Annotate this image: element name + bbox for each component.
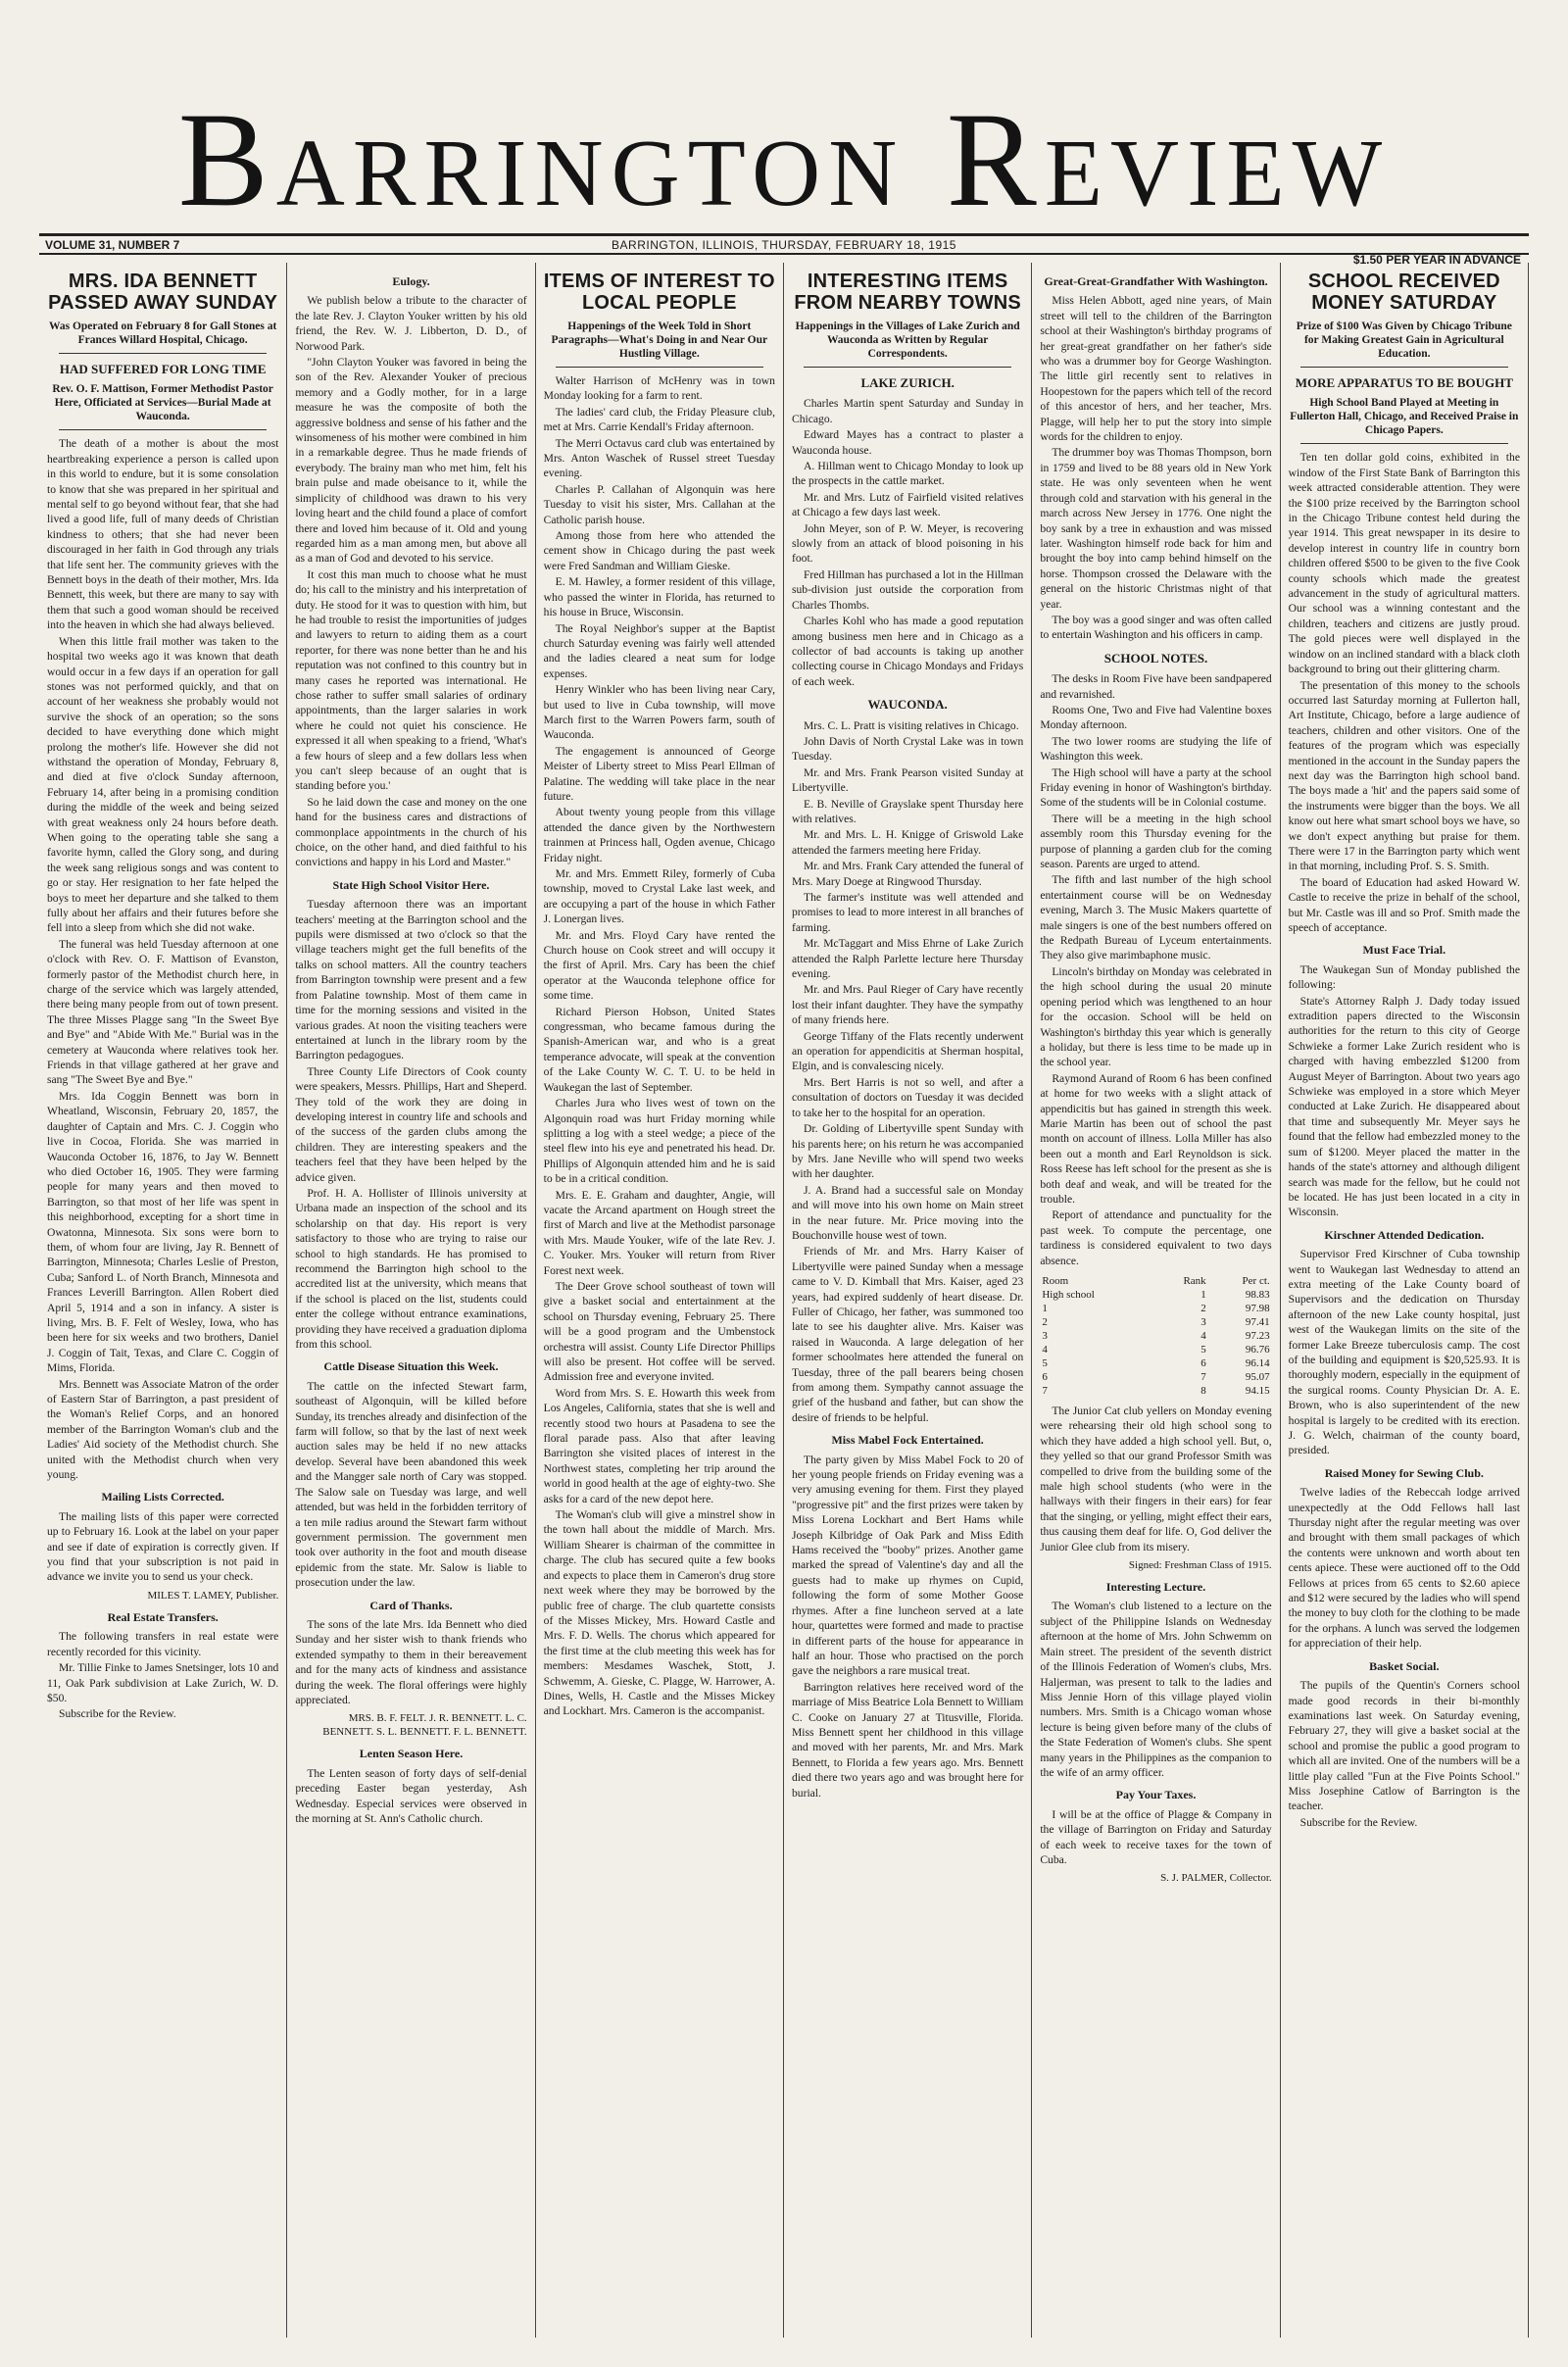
room-cell: 3 (1042, 1330, 1048, 1342)
signature-publisher: MILES T. LAMEY, Publisher. (147, 1589, 279, 1602)
divider (59, 353, 267, 354)
headline-local-items: ITEMS OF INTEREST TO LOCAL PEOPLE (543, 271, 775, 314)
news-item: The farmer's institute was well attended and promises to lead to more interest in all branches of farming. (791, 891, 1024, 934)
percent-cell: 96.76 (1245, 1344, 1270, 1356)
rank-cell: 7 (1200, 1371, 1206, 1383)
article-paragraph: The presentation of this money to the schools occurred last Saturday morning at Fullerton hall, Art Institute, Chicago, before a large audience of teachers, children and other visitors. One of the features of the program which was especially mentioned in the account in the Sunday papers the next day was the Barrington high school band. The boys made a 'hit' and the papers said some of the instruments were bigger than the boys. We all know out here what smart school boys we have, so we don't expect anything but praise for them. There were 17 in the Barrington party which went in that morning, including Prof. S. S. Smith. (1288, 678, 1520, 873)
divider (1300, 367, 1508, 368)
news-item: About twenty young people from this village attended the dance given by the Northwestern trainmen at Princess hall, Ogden avenue, Chicago Friday night. (543, 806, 775, 864)
article-paragraph: Twelve ladies of the Rebeccah lodge arrived unexpectedly at the Odd Fellows hall last Thursday night after the regular meeting was over and brought with them small packages of which the contents were unknown and worth about ten cents apiece. These were auctioned off to the Odd Fellows at prices from 65 cents to $2.60 apiece and $12 were secured by the ladies who will spend the money to buy cloth for the clothing to be made for the orphans. A lunch was served the lodgemen for appreciation of their help. (1288, 1486, 1520, 1651)
news-item: The desks in Room Five have been sandpapered and revarnished. (1040, 672, 1272, 701)
article-paragraph: Mrs. Bennett was Associate Matron of the order of Eastern Star of Barrington, a past president of the Woman's Relief Corps, and an honored member of the Barrington Woman's club and the Ladies' Aid society of the Methodist church. She united with the Methodist church when very young. (47, 1377, 279, 1482)
news-item: Mr. and Mrs. L. H. Knigge of Griswold Lake attended the farmers meeting here Friday. (791, 828, 1024, 857)
masthead (39, 86, 1529, 233)
article-paragraph: The mailing lists of this paper were corrected up to February 16. Look at the label on your paper and see if date of expiration is correctly given. If you find that your subscription is not paid in advance we invite you to send us your check. (47, 1509, 279, 1584)
divider (1300, 443, 1508, 444)
divider (804, 367, 1011, 368)
table-row (1040, 1288, 1271, 1302)
news-item: Walter Harrison of McHenry was in town Monday looking for a farm to rent. (543, 374, 775, 403)
news-item: J. A. Brand had a successful sale on Monday and will move into his own home on Main street in the near future. Mr. Price moving into the Bouchonville house west of town. (791, 1183, 1024, 1242)
article-paragraph: The Junior Cat club yellers on Monday evening were rehearsing their old high school song to which they have added a high school yell. But, o, they yelled so that our grand Professor Smith was compelled to drive from the building some of the male high school students (who were in the hallways with their fingers in their ears) for fear that the singing, or yelling, might effect their ears, thus causing them deaf for life. O, God deliver the Junior Glee club from its misery. (1040, 1405, 1272, 1553)
percent-cell: 98.83 (1245, 1289, 1270, 1301)
room-cell: 4 (1042, 1344, 1048, 1356)
column-5 (1032, 263, 1280, 2338)
news-item: The party given by Miss Mabel Fock to 20 of her young people friends on Friday evening was a very amusing evening for them. First they played "progressive pit" and the first prizes were taken by Miss Lorena Lockhart and Bert Hams while Joseph Kilbridge of Oak Park and Miss Edith Hams received the "booby" prizes. Another game marked the spread of Valentine's day and all the guests had to make up rhymes on Cupid, following the form of some Mother Goose rhymes. After a fine luncheon served at a late hour, quartettes were formed and made to practise in different parts of the house for appearance in half an hour. Those who practised on the porch gave the neighbors a rare musical treat. (791, 1453, 1024, 1678)
news-item: The High school will have a party at the school Friday evening in honor of Washington's birthday. Some of the students will be in Colonial costume. (1040, 765, 1272, 810)
headline-nearby-towns: INTERESTING ITEMS FROM NEARBY TOWNS (794, 271, 1021, 314)
article-paragraph: Prof. H. A. Hollister of Illinois university at Urbana made an inspection of the school and its scholarship on that day. His report is very satisfactory to those who are trying to raise our school to high standards. He has promised to recommend the Barrington high school to the accredited list at the university, which means that if the school is placed on the list, students could enter the college without entrance examinations, providing they have received a graduation diploma from this school. (295, 1186, 527, 1352)
news-item: Mrs. C. L. Pratt is visiting relatives in Chicago. (803, 718, 1019, 732)
heading-lecture: Interesting Lecture. (1105, 1580, 1206, 1595)
news-item: Mrs. Bert Harris is not so well, and after a consultation of doctors on Tuesday it was decided to take her to the hospital for an operation. (791, 1075, 1024, 1119)
news-item: Mr. McTaggart and Miss Ehrne of Lake Zurich attended the Ralph Parlette lecture here Thursday evening. (791, 937, 1024, 981)
news-item: Edward Mayes has a contract to plaster a Wauconda house. (791, 428, 1024, 457)
article-paragraph: The drummer boy was Thomas Thompson, born in 1759 and lived to be 88 years old in New York state. He was only seventeen when he went through cold and starvation with his general in the march across New Jersey in 1776. One night the boy sank by a tree in exhaustion and was missed later. Washington himself rode back for him and brought the boy into camp behind himself on the horse. Thompson crossed the Delaware with the general on the historic Christmas night of that year. (1040, 446, 1272, 611)
percent-cell: 97.23 (1245, 1330, 1270, 1342)
news-item: Barrington relatives here received word of the marriage of Miss Beatrice Lola Bennett to William C. Cooke on January 27 at Titusville, Florida. Miss Bennett spent her childhood in this village and moved with her parents, Mr. and Mrs. Mark Bennett, to Florida a few years ago. Mrs. Bennett died there two years ago and was brought here for burial. (791, 1680, 1024, 1800)
rank-cell: 4 (1200, 1330, 1206, 1342)
news-item: The two lower rooms are studying the life of Washington this week. (1040, 734, 1272, 764)
room-cell: 5 (1042, 1357, 1048, 1369)
rank-cell: 5 (1200, 1344, 1206, 1356)
news-item: Henry Winkler who has been living near Cary, but used to live in Cuba township, will move March first to the Warren Powers farm, south of Wauconda. (543, 683, 775, 742)
subhead-wauconda: WAUCONDA. (867, 697, 948, 713)
deck-local-items: Happenings of the Week Told in Short Paragraphs—What's Doing in and Near Our Hustling Village. (551, 321, 768, 360)
subhead-lake-zurich: LAKE ZURICH. (860, 375, 955, 390)
article-paragraph: The cattle on the infected Stewart farm, southeast of Algonquin, will be killed before Sunday, its trenches already and disinfection of the farm will follow, so that by the last of next week auction sales may be held if no new attacks develop. Several have been abandoned this week and the Mangger sale north of Cary was stopped. The Salow sale on Tuesday was large, and well attended, but was held in the forbidden territory of a ten mile radius around the Stewart farm without government permission. The government men took over authority in the foot and mouth disease epidemic from the state. Mr. Salow is liable to prosecution under the law. (295, 1379, 527, 1590)
room-cell: 7 (1042, 1385, 1048, 1397)
volume-number: VOLUME 31, NUMBER 7 (45, 237, 180, 252)
subscribe-notice: Subscribe for the Review. (1299, 1815, 1418, 1829)
column-3 (536, 263, 784, 2338)
news-item: Friends of Mr. and Mrs. Harry Kaiser of Libertyville were pained Sunday when a message came to V. D. Kimball that Mrs. Kaiser, aged 23 years, had expired suddenly of heart disease. Dr. Fuller of Chicago, her father, was summoned too late to see his daughter alive. Mrs. Kaiser was raised in Wauconda. A large delegation of her former schoolmates here attended the funeral on Tuesday, three of the pall bearers being chosen from among them. Sympathy cannot assuage the grief of the husband and father, but can show the desire of friends to be helpful. (791, 1245, 1024, 1424)
news-item: There will be a meeting in the high school assembly room this Thursday evening for the purpose of planning a garden club for the coming season. Parents are urged to attend. (1040, 812, 1272, 871)
heading-card-of-thanks: Card of Thanks. (369, 1598, 453, 1612)
subhead-bennett: HAD SUFFERED FOR LONG TIME (59, 362, 267, 376)
article-paragraph: Miss Helen Abbott, aged nine years, of Main street will tell to the children of the Barrington school at their Washington's birthday programs of her great-great grandfather on her father's side who was a drummer boy for George Washington. The little girl recently sent to relatives in Hoopestown for the papers which tell of the record of this ancestor of hers, and her teacher, Mrs. Plagge, will help her to put the story into simple words for the children to enjoy. (1040, 294, 1272, 444)
article-paragraph: The death of a mother is about the most heartbreaking experience a person is called upon in this world to endure, but it is some consolation to know that she was prepared in her spiritual and mental self to go beyond without fear, that she had lived a good life, full of many deeds of Christian kindness to others; that she had never been discouraged in her faith in God through any trials that life sent her. The community grieves with the Bennett boys in the death of their mother, Mrs. Ida Bennett, this week, but there are many to say with them that such a good woman should be received into the heaven in which she had always believed. (47, 437, 279, 632)
news-item: Among those from here who attended the cement show in Chicago during the past week were Fred Sandman and William Gieske. (543, 529, 775, 572)
heading-real-estate: Real Estate Transfers. (107, 1609, 219, 1624)
room-cell: 1 (1042, 1303, 1048, 1314)
deck-bennett-2: Rev. O. F. Mattison, Former Methodist Pastor Here, Officiated at Services—Burial Made at Wauconda. (52, 383, 273, 423)
attendance-header: Room (1042, 1275, 1069, 1287)
heading-school-visitor: State High School Visitor Here. (332, 877, 490, 892)
news-item: Charles Martin spent Saturday and Sunday in Chicago. (791, 397, 1024, 425)
table-row (1040, 1370, 1271, 1384)
article-paragraph: Tuesday afternoon there was an important teachers' meeting at the Barrington school and the pupils were dismissed at two o'clock so that the village teachers might get the full benefits of the talks on school matters. All the country teachers from Barrington township were present and a few from Palatine township. Most of them came in time for the morning sessions and visited in the various grades. At noon the visiting teachers were entertained at lunch in the library room by the Barrington pedagogues. (295, 898, 527, 1062)
article-paragraph: The Lenten season of forty days of self-denial preceding Easter began yesterday, Ash Wednesday. Especial services were observed in the morning at St. Ann's Catholic church. (295, 1766, 527, 1825)
signed-freshman-class: Signed: Freshman Class of 1915. (1128, 1559, 1272, 1572)
heading-sewing-club: Raised Money for Sewing Club. (1324, 1465, 1484, 1480)
article-paragraph: I will be at the office of Plagge & Company in the village of Barrington on Friday and Saturday of each week to receive taxes for the town of Cuba. (1040, 1807, 1272, 1866)
heading-mailing: Mailing Lists Corrected. (101, 1490, 224, 1504)
article-paragraph: The boy was a good singer and was often called to entertain Washington and his officers in camp. (1040, 613, 1272, 642)
news-item: The Deer Grove school southeast of town will give a basket social and entertainment at the school on Thursday evening, February 25. There will be a good program and the Umbenstock orchestra will assist. County Life Director Phillips will also be present. Hot coffee will be served. Admission free and everyone invited. (543, 1279, 775, 1384)
news-item: E. M. Hawley, a former resident of this village, who passed the winter in Florida, has returned to his house in Bruce, Wisconsin. (543, 575, 775, 619)
column-6 (1281, 263, 1529, 2338)
deck-school-money: Prize of $100 Was Given by Chicago Tribune for Making Greatest Gain in Agricultural Education. (1296, 321, 1512, 360)
subhead-apparatus: MORE APPARATUS TO BE BOUGHT (1295, 375, 1513, 390)
percent-cell: 95.07 (1245, 1371, 1270, 1383)
rank-cell: 2 (1200, 1303, 1206, 1314)
rank-cell: 6 (1200, 1357, 1206, 1369)
dateline-bar (39, 233, 1529, 255)
heading-must-face-trial: Must Face Trial. (1362, 943, 1446, 958)
news-item: A. Hillman went to Chicago Monday to look up the prospects in the cattle market. (791, 460, 1024, 488)
percent-cell: 97.98 (1245, 1303, 1270, 1314)
news-item: George Tiffany of the Flats recently underwent an operation for appendicitis at Sherman hospital, Elgin, and is convalescing nicely. (791, 1029, 1024, 1073)
news-item: Lincoln's birthday on Monday was celebrated in the high school during the usual 20 minute opening period which was lengthened to an hour for the occasion. School will be held on Washington's birthday this year which is generally a holiday, but there is less time to be made up in the school year. (1040, 964, 1272, 1069)
newspaper-title: Barrington Review (177, 84, 1391, 234)
heading-cattle-disease: Cattle Disease Situation this Week. (323, 1359, 499, 1374)
rank-cell: 1 (1200, 1289, 1206, 1301)
deck-nearby-towns: Happenings in the Villages of Lake Zurich and Wauconda as Written by Regular Correspondents. (795, 321, 1020, 360)
headline-school-money: SCHOOL RECEIVED MONEY SATURDAY (1307, 271, 1500, 314)
news-item: John Davis of North Crystal Lake was in town Tuesday. (791, 734, 1024, 764)
news-item: The engagement is announced of George Meister of Liberty street to Miss Pearl Ellman of Palatine. The wedding will take place in the near future. (543, 744, 775, 803)
deck-bennett: Was Operated on February 8 for Gall Stones at Frances Willard Hospital, Chicago. (48, 321, 277, 346)
subhead-school-notes: SCHOOL NOTES. (1103, 650, 1208, 666)
table-row (1040, 1343, 1271, 1356)
article-paragraph: "John Clayton Youker was favored in being the son of the Rev. Alexander Youker of precious memory and a Godly mother, for in a large measure he was the composite of both the aggressive boldness and sense of his father and the winsomeness of his mother were combined in him in a remarkable degree. Thus he made friends of everybody. The brainy man who met him, felt his brain pulse and made obeisance to it, while the simplicity of childhood was drawn to his very loving heart and the child found a place of comfort there and loved him because of it. Old and young regarded him as a man among men, but above all as a man of God and devoted to his service. (295, 356, 527, 566)
news-item: Charles Kohl who has made a good reputation among business men here and in Chicago as a collector of bad accounts is taking up another collecting course in Chicago Mondays and Fridays of each week. (791, 615, 1024, 688)
article-paragraph: Mr. Tillie Finke to James Snetsinger, lots 10 and 11, Oak Park subdivision at Lake Zurich, W. D. $50. (47, 1661, 279, 1704)
heading-taxes: Pay Your Taxes. (1115, 1788, 1197, 1802)
table-row (1040, 1384, 1271, 1398)
news-item: Mr. and Mrs. Frank Pearson visited Sunday at Libertyville. (791, 765, 1024, 795)
percent-cell: 94.15 (1245, 1385, 1270, 1397)
deck-school-money-2: High School Band Played at Meeting in Fullerton Hall, Chicago, and Received Praise in Chicago Papers. (1290, 397, 1519, 437)
column-1 (39, 263, 287, 2338)
article-paragraph: The following transfers in real estate were recently recorded for this vicinity. (47, 1630, 279, 1658)
news-item: Rooms One, Two and Five had Valentine boxes Monday afternoon. (1040, 703, 1272, 732)
article-paragraph: Ten ten dollar gold coins, exhibited in the window of the First State Bank of Barrington this week attracted considerable attention. They were the $100 prize received by the Barrington school in the Chicago Tribune contest held during the year 1914. This great newspaper in its desire to develop interest in country life in country born children offered $500 to be given to the five Cook county schools which made the greatest advancement in the study of agricultural matters. Our school was a winning contestant and the children, teachers and citizens are justly proud. The gold pieces were well displayed in the window on an inclined standard with a black cloth background to bring out their glittering charm. (1288, 451, 1520, 676)
rank-cell: 3 (1200, 1316, 1206, 1328)
article-paragraph: The funeral was held Tuesday afternoon at one o'clock with Rev. O. F. Mattison of Evanston, formerly pastor of the Methodist church here, in charge of the service which was largely attended, there being many people from out of town present. The three Misses Plagge sang "In the Sweet Bye and Bye" and "Abide With Me." Burial was in the cemetery at Wauconda where relatives took her. Friends in that village gathered at her grave and sang "The Sweet Bye and Bye." (47, 937, 279, 1087)
subscription-price: $1.50 PER YEAR IN ADVANCE (1352, 253, 1521, 267)
news-item: Report of attendance and punctuality for the past week. To compute the percentage, one tardiness is considered equivalent to two days absence. (1040, 1208, 1272, 1267)
news-item: The Merri Octavus card club was entertained by Mrs. Anton Waschek of Russel street Tuesday evening. (543, 436, 775, 480)
room-cell: 6 (1042, 1371, 1048, 1383)
news-item: Mr. and Mrs. Frank Cary attended the funeral of Mrs. Mary Doege at Ringwood Thursday. (791, 860, 1024, 888)
article-paragraph: The pupils of the Quentin's Corners school made good records in their bi-monthly examinations last week. On Saturday evening, February 27, they will give a basket social at the school and promise the public a good program to which all are invited. One of the numbers will be a little play called "Fun at the Five Points School." Miss Josephine Catlow of Barrington is the teacher. (1288, 1679, 1520, 1813)
column-4 (784, 263, 1032, 2338)
news-item: Mr. and Mrs. Emmett Riley, formerly of Cuba township, moved to Crystal Lake last week, and are occupying a part of the house in which Father J. Lonergan lives. (543, 867, 775, 926)
news-item: The Royal Neighbor's supper at the Baptist church Saturday evening was fairly well attended and the ladies cleared a neat sum for lodge expenses. (543, 621, 775, 680)
news-item: The ladies' card club, the Friday Pleasure club, met at Mrs. Carrie Kendall's Friday afternoon. (543, 405, 775, 434)
attendance-table (1040, 1274, 1271, 1398)
article-paragraph: We publish below a tribute to the character of the late Rev. J. Clayton Youker written by his old friend, the Rev. W. J. Libberton, D. D., of Norwood Park. (295, 294, 527, 353)
article-paragraph: The board of Education had asked Howard W. Castle to receive the prize in behalf of the school, but Mr. Castle was ill and so Prof. Smith made the speech of acceptance. (1288, 875, 1520, 934)
article-paragraph: Supervisor Fred Kirschner of Cuba township went to Waukegan last Wednesday to attend an extra meeting of the Lake County board of Supervisors and the dedication on Thursday afternoon of the new Lake county hospital, just west of the Waukegan limits on the site of the former Lake Breeze tuberculosis camp. The cost of the building and equipment is $20,525.93. It is thoroughly modern, especially in the equipment of the surgical rooms. County Physician Dr. A. E. Brown, who is also superintendent of the new hospital is largely to be credited with its erection. J. G. Welch, chairman of the county board, presided. (1288, 1248, 1520, 1457)
news-item: John Meyer, son of P. W. Meyer, is recovering slowly from an attack of blood poisoning in his foot. (791, 521, 1024, 566)
room-cell: High school (1042, 1289, 1095, 1301)
article-paragraph: So he laid down the case and money on the one hand for the business cares and distractions of commonplace appointments in the church of his choice, on the other hand, and died faithful to his convictions and happy in his Lord and Master." (295, 795, 527, 869)
news-item: Mr. and Mrs. Floyd Cary have rented the Church house on Cook street and will occupy it the first of April. Mrs. Cary has been the chief operator at the Wauconda telephone office for some time. (543, 928, 775, 1003)
heading-kirschner: Kirschner Attended Dedication. (1324, 1227, 1485, 1242)
thanks-signatures: MRS. B. F. FELT. J. R. BENNETT. L. C. BENNETT. S. L. BENNETT. F. L. BENNETT. (322, 1712, 527, 1739)
heading-fock-entertained: Miss Mabel Fock Entertained. (831, 1433, 984, 1448)
news-item: The Woman's club will give a minstrel show in the town hall about the middle of March. Mrs. William Shearer is chairman of the committee in charge. The club has secured quite a few books and expects to place them in Cameron's drug store next week where they may be borrowed by the public free of charge. The club quartette consists of the Misses Mickey, Mrs. Howard Castle and Mrs. F. D. Wells. The chorus which appeared for the first time at the club meeting this week has for members: Mesdames Waschek, Stott, J. Schwemm, A. Gieske, C. Plagge, W. Harrower, A. Dines, Wells, H. Castle and the Misses Mickey and Lockhart. Mrs. Cameron is the accompanist. (543, 1508, 775, 1718)
article-paragraph: When this little frail mother was taken to the hospital two weeks ago it was known that death would occur in a few days if an operation for gall stones was not performed quickly, and that on account of her weakness she probably would not survive the shock of an operation; so the sons decided to have everything done which might prolong the mother's life. However she did not withstand the operation of Monday, February 8, and died at five o'clock Sunday afternoon, February 14, after being in a promising condition during the middle of the week and being seized with great weakness only 24 hours before death. When going to the operating table she sang a favorite hymn, called the Glory song, and during the week sang religious songs and was content to go or stay. Her resignation to her fate helped the boys to meet her departure and she talked to them fully about her affairs and their futures before she fell into a sleep from which she did not wake. (47, 634, 279, 935)
news-item: Charles Jura who lives west of town on the Algonquin road was hurt Friday morning while splitting a log with a steel wedge; a piece of the steel flew into his eye and penetrated his head. Dr. Phillips of Algonquin attended him and he is said to be in a critical condition. (543, 1097, 775, 1186)
news-item: Mr. and Mrs. Lutz of Fairfield visited relatives at Chicago a few days last week. (791, 490, 1024, 519)
table-row (1040, 1315, 1271, 1329)
article-paragraph: Three County Life Directors of Cook county were speakers, Messrs. Phillips, Hart and Sheperd. They told of the work they are doing in developing interest in country life and schools and of the success of the garden clubs among the children. They are interesting speakers and the teachers feel that they have been helped by the advice given. (295, 1064, 527, 1184)
news-item: Dr. Golding of Libertyville spent Sunday with his parents here; on his return he was accompanied by Mrs. Jane Neville who will spend two weeks with her daughter. (791, 1122, 1024, 1181)
percent-cell: 97.41 (1245, 1316, 1270, 1328)
news-item: Fred Hillman has purchased a lot in the Hillman sub-division just outside the corporation from Charles Thombs. (791, 567, 1024, 612)
dateline: BARRINGTON, ILLINOIS, THURSDAY, FEBRUARY 18, 1915 (612, 237, 956, 252)
table-row (1040, 1329, 1271, 1343)
divider (556, 367, 763, 368)
article-paragraph: Mrs. Ida Coggin Bennett was born in Wheatland, Wisconsin, February 20, 1857, the daughter of Captain and Mrs. C. J. Coggin who live in Cocoa, Florida. She was married in Wauconda October 16, 1876, to Jay W. Bennett who died October 16, 1905. They were farming people for many years and then moved to Barrington, so that most of her life was spent in this neighborhood, excepting for a short time in Owatonna, Minnesota. Six sons were born to them, of whom four are living, Jay R. Bennett of Barrington, Minnesota; Charles Leslie of Preston, Cuba; Sanford L. of North Branch, Minnesota and Frances Leverill Barrington. Allen Robert died April 5, 1914 and a son in infancy. A sister is living, Mrs. B. F. Felt of Wesley, Iowa, who has been here for six weeks and two brothers, Daniel J. Coggin of Tait, Texas, and Clare C. Coggin of Mims, Florida. (47, 1089, 279, 1375)
article-paragraph: It cost this man much to choose what he must do; his call to the ministry and his interpretation of duty. He stood for it was to question with him, but he had trouble to resist the importunities of judges and lawyers to return to aiding them as a court reporter, for there was none better than he and his reputation was not confined to this country but in many cases he reported was international. He chose rather to suffer small salaries of ordinary appointments, than the larger salaries in work where he could not quiet his conscience. He expressed it all when speaking to a friend, 'What's a few hours of sleep and a few dollars less when you can't sleep because of an ought that is standing before you.' (295, 567, 527, 793)
article-paragraph: The sons of the late Mrs. Ida Bennett who died Sunday and her sister wish to thank friends who extended sympathy to them in their bereavement and for the many acts of kindness and assistance during the week. The floral offerings were highly appreciated. (295, 1617, 527, 1706)
news-item: The fifth and last number of the high school entertainment course will be on Wednesday evening, March 3. The Music Makers quartette of male singers is one of the best numbers offered on the Redpath Bureau of Lyceum entertainments. They also give marimbaphone music. (1040, 873, 1272, 962)
news-item: Word from Mrs. S. E. Howarth this week from Los Angeles, California, states that she is well and recently stood two hours at Pasadena to see the floral parade pass. Also that after leaving Barrington she visited places of interest in the Northwest states, completing her trip around the world in good health at the age of eighty-two. She asks for a card of the new depot here. (543, 1386, 775, 1505)
table-row (1040, 1302, 1271, 1315)
news-item: Richard Pierson Hobson, United States congressman, who became famous during the Spanish-American war, and who is a great temperance advocate, will speak at the convention of the Lake County W. C. T. U. to be held in Waukegan the last of September. (543, 1005, 775, 1094)
news-item: Raymond Aurand of Room 6 has been confined at home for two weeks with a slight attack of appendicitis but has gained in strength this week. Marie Martin has been out of school the past month on account of illness. Lolla Miller has also been out a month and Earl Reynoldson is sick. Ross Reese has left school for the present as she is both deaf and weak, and will be treated for the trouble. (1040, 1071, 1272, 1206)
column-2 (287, 263, 535, 2338)
heading-washington: Great-Great-Grandfather With Washington. (1044, 274, 1268, 288)
news-item: Mrs. E. E. Graham and daughter, Angie, will vacate the Arcand apartment on Hough street the first of March and live at the Methodist parsonage with Mrs. Maude Youker, wife of the late Rev. J. C. Youker. Mrs. Youker will return from River Forest next week. (543, 1188, 775, 1277)
article-paragraph: State's Attorney Ralph J. Dady today issued extradition papers directed to the Wisconsin authorities for the return to this city of George Schwieke a former Lake Zurich resident who is charged with having embezzled $1200 from August Meyer of Barrington. About two years ago Schwieke was employed in a store which Meyer conducted at Lake Zurich. He disappeared about that time and subsequently Mr. Meyer says he found that the fellow had embezzled money to the sum of $1200. Meyer placed the matter in the hands of the state's attorney and although diligent search was made for the fellow, but he could not be located. He has just been located in a city in Wisconsin. (1288, 994, 1520, 1219)
rank-cell: 8 (1200, 1385, 1206, 1397)
news-item: Charles P. Callahan of Algonquin was here Tuesday to visit his sister, Mrs. Callahan at the Catholic parish house. (543, 482, 775, 526)
news-item: E. B. Neville of Grayslake spent Thursday here with relatives. (791, 797, 1024, 825)
signature-collector: S. J. PALMER, Collector. (1160, 1872, 1272, 1885)
subscribe-notice: Subscribe for the Review. (59, 1707, 176, 1721)
article-paragraph: The Woman's club listened to a lecture on the subject of the Philippine Islands on Wednesday afternoon at the home of Mrs. John Schwemm on Main street. The president of the seventh district of the Illinois Federation of Women's clubs, Mrs. Haljerman, was present to talk to the ladies and Miss Jennie Horn of this village played violin numbers. Mrs. Smith is a Chicago woman whose lecture is being given before many of the clubs of the State Federation of Women's clubs. She spent many years in the Philippines as the companion to the wife of an army officer. (1040, 1600, 1272, 1779)
columns (39, 263, 1529, 2338)
heading-eulogy: Eulogy. (392, 274, 430, 288)
headline-bennett: MRS. IDA BENNETT PASSED AWAY SUNDAY (48, 271, 278, 314)
article-paragraph: The Waukegan Sun of Monday published the following: (1288, 962, 1520, 992)
attendance-header: Rank (1183, 1275, 1206, 1287)
attendance-header-row (1040, 1274, 1271, 1288)
heading-basket-social: Basket Social. (1369, 1658, 1440, 1673)
room-cell: 2 (1042, 1316, 1048, 1328)
heading-lenten: Lenten Season Here. (359, 1747, 464, 1761)
attendance-header: Per ct. (1242, 1275, 1270, 1287)
news-item: Mr. and Mrs. Paul Rieger of Cary have recently lost their infant daughter. They have the sympathy of many friends here. (791, 983, 1024, 1027)
table-row (1040, 1356, 1271, 1370)
divider (59, 429, 267, 430)
percent-cell: 96.14 (1245, 1357, 1270, 1369)
